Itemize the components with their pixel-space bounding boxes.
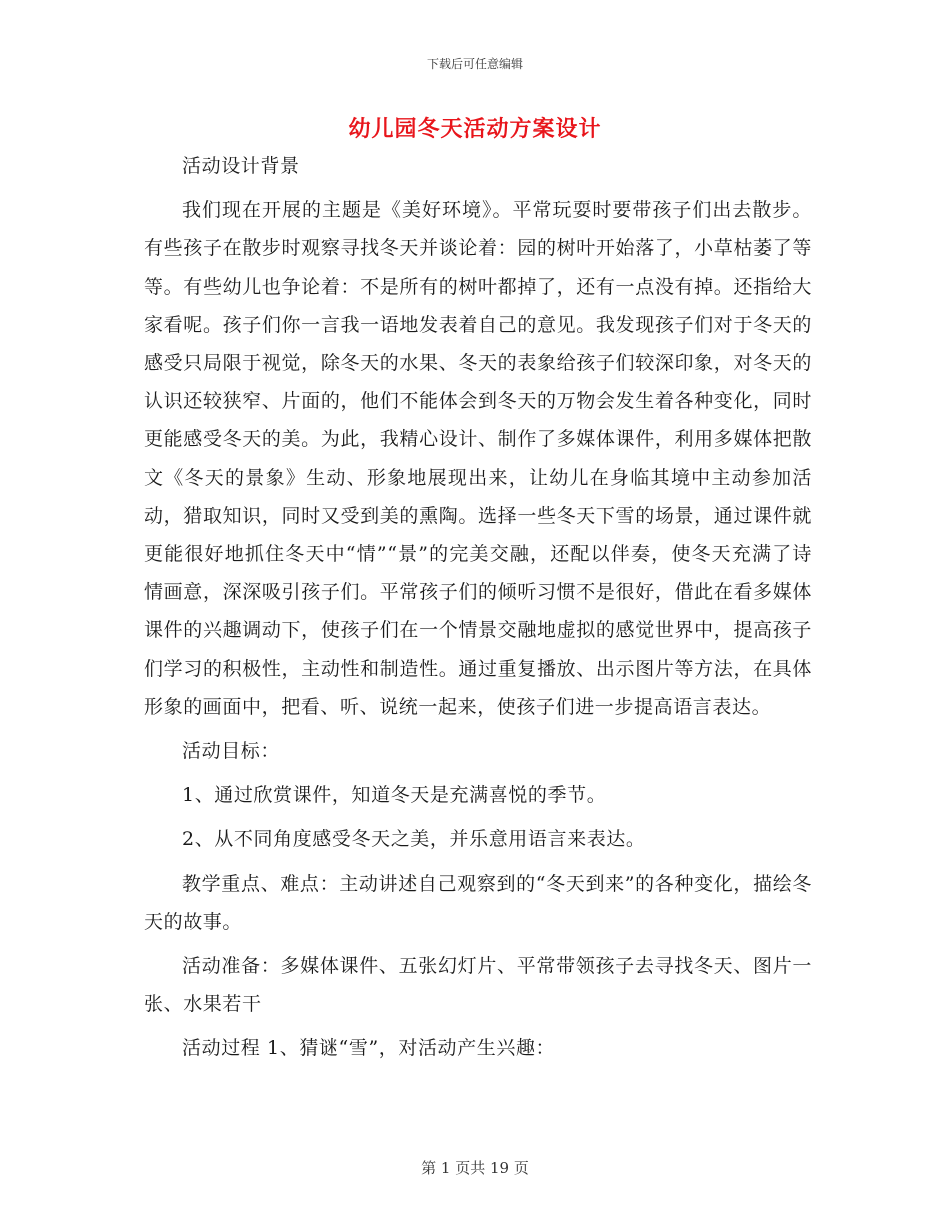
preparation-paragraph: 活动准备：多媒体课件、五张幻灯片、平常带领孩子去寻找冬天、图片一张、水果若干	[144, 955, 812, 1016]
background-paragraph: 我们现在开展的主题是《美好环境》。平常玩耍时要带孩子们出去散步。有些孩子在散步时观察寻找冬天并谈论着：园的树叶开始落了，小草枯萎了等等。有些幼儿也争论着：不是所有的树叶都掉了，还有一点没有掉。还指给大家看呢。孩子们你一言我一语地发表着自己的意见。我发现孩子们对于冬天的感受只局限于视觉，除冬天的水果、冬天的表象给孩子们较深印象，对冬天的认识还较狭窄、片面的，他们不能体会到冬天的万物会发生着各种变化，同时更能感受冬天的美。为此，我精心设计、制作了多媒体课件，利用多媒体把散文《冬天的景象》生动、形象地展现出来，让幼儿在身临其境中主动参加活动，猎取知识，同时又受到美的熏陶。选择一些冬天下雪的场景，通过课件就更能很好地抓住冬天中“情”“景”的完美交融，还配以伴奏，使冬天充满了诗情画意，深深吸引孩子们。平常孩子们的倾听习惯不是很好，借此在看多媒体课件的兴趣调动下，使孩子们在一个情景交融地虚拟的感觉世界中，提高孩子们学习的积极性，主动性和制造性。通过重复播放、出示图片等方法，在具体形象的画面中，把看、听、说统一起来，使孩子们进一步提高语言表达。	[144, 199, 812, 718]
key-points-paragraph: 教学重点、难点：主动讲述自己观察到的“冬天到来”的各种变化，描绘冬天的故事。	[144, 872, 812, 933]
page-footer-number: 第 1 页共 19 页	[421, 1159, 529, 1177]
goal-item-1: 1、通过欣赏课件，知道冬天是充满喜悦的季节。	[182, 784, 607, 807]
goal-item-2: 2、从不同角度感受冬天之美，并乐意用语言来表达。	[182, 828, 646, 851]
page-header-note: 下载后可任意编辑	[426, 57, 523, 71]
document-body	[144, 147, 812, 1074]
document-title: 幼儿园冬天活动方案设计	[348, 117, 602, 142]
section-heading-goals: 活动目标：	[182, 740, 281, 763]
section-heading-background: 活动设计背景	[182, 155, 300, 177]
process-paragraph: 活动过程 1、猜谜“雪”，对活动产生兴趣：	[182, 1037, 556, 1060]
